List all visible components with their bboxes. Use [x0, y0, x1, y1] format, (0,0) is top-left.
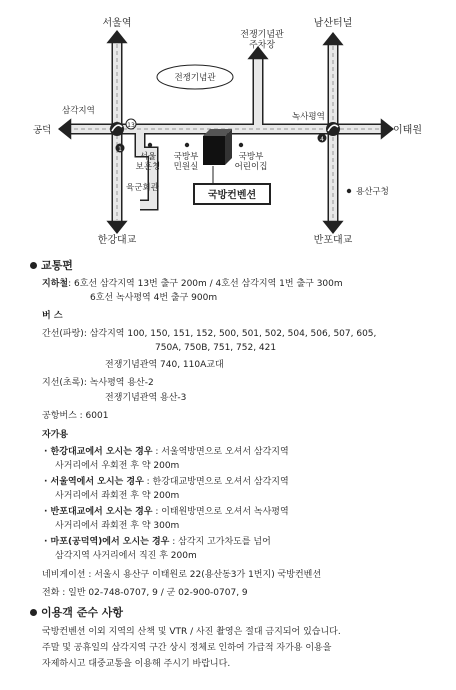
branch-row-1: 지선(초록): 녹사평역 용산-2	[42, 378, 154, 388]
namsan-tunnel-label: 남산터널	[313, 18, 353, 29]
itaewon-label: 이태원	[393, 125, 422, 136]
route-2-line-1: · 서울역에서 오시는 경우 : 한강대교방면으로 오셔서 삼각지역	[44, 477, 289, 487]
transport-heading: 교통편	[30, 260, 73, 272]
seoul-health-dot	[148, 143, 152, 147]
route-3-line-1: · 반포대교에서 오시는 경우 : 이태원방면으로 오셔서 녹사평역	[44, 507, 289, 517]
interchange-icon	[326, 122, 340, 136]
svg-text:1: 1	[118, 146, 122, 153]
subway-row-2: 6호선 녹사평역 4번 출구 900m	[90, 293, 218, 303]
route-4-line-1: · 마포(공덕역)에서 오시는 경우 : 삼각지 고가차도를 넘어	[44, 537, 271, 547]
svg-text:13: 13	[127, 122, 135, 129]
notice-line-3: 자제하시고 대중교통을 이용해 주시기 바랍니다.	[42, 659, 231, 669]
navigation-address: 네비게이션 : 서울시 용산구 이태원로 22(용산동3가 1번지) 국방컨벤션	[42, 570, 322, 580]
yongsan-office-label: 용산구청	[356, 187, 389, 197]
mnd-daycare-label: 국방부 어린이집	[234, 152, 268, 172]
banpo-bridge-label: 반포대교	[313, 235, 353, 246]
route-3-line-2: 사거리에서 좌회전 후 약 300m	[55, 521, 180, 531]
mnd-daycare-dot	[239, 143, 243, 147]
bus-label: 버 스	[42, 311, 63, 321]
trunk-row-3: 전쟁기념관역 740, 110A교대	[105, 360, 224, 370]
interchange-icon	[110, 122, 124, 136]
phone-numbers: 전화 : 일반 02-748-0707, 9 / 군 02-900-0707, 9	[42, 588, 248, 598]
bullet-icon	[30, 609, 37, 616]
car-label: 자가용	[42, 430, 69, 440]
mnd-civil-label: 국방부 민원실	[173, 152, 199, 172]
route-1-line-1: · 한강대교에서 오시는 경우 : 서울역방면으로 오셔서 삼각지역	[44, 447, 289, 457]
svg-text:4: 4	[320, 136, 324, 143]
subway-row-1: 지하철: 6호선 삼각지역 13번 출구 200m / 4호선 삼각지역 1번 출구 300m	[42, 279, 343, 289]
notice-line-1: 국방컨벤션 이외 지역의 산책 및 VTR / 사진 촬영은 절대 금지되어 있습니다.	[42, 627, 341, 637]
route-1-line-2: 사거리에서 우회전 후 약 200m	[55, 461, 180, 471]
noksapyeong-label: 녹사평역	[292, 112, 325, 122]
location-map	[0, 0, 456, 250]
yongsan-office-dot	[347, 189, 351, 193]
convention-building-icon	[203, 129, 232, 165]
mnd-civil-dot	[185, 143, 189, 147]
route-2-line-2: 사거리에서 좌회전 후 약 200m	[55, 491, 180, 501]
memorial-parking-label: 전쟁기념관 주차장	[240, 30, 284, 51]
seoul-health-label: 서울 보훈청	[135, 152, 161, 172]
exit-13-badge	[126, 119, 136, 129]
gongdeok-label: 공덕	[33, 125, 52, 136]
exit-4-badge	[318, 134, 327, 144]
notice-heading: 이용객 준수 사항	[30, 607, 123, 619]
trunk-row-2: 750A, 750B, 751, 752, 421	[155, 343, 277, 353]
war-memorial-label: 전쟁기념관	[174, 73, 216, 83]
route-4-line-2: 삼각지역 사거리에서 직진 후 200m	[55, 551, 197, 561]
samgakji-label: 삼각지역	[62, 106, 95, 116]
army-hall-label: 육군회관	[126, 183, 159, 193]
branch-row-2: 전쟁기념관역 용산-3	[105, 393, 187, 403]
airport-bus: 공항버스 : 6001	[42, 411, 109, 421]
notice-line-2: 주말 및 공휴일의 삼각지역 구간 상시 정체로 인하여 가급적 자가용 이용을	[42, 643, 332, 653]
trunk-row-1: 간선(파랑): 삼각지역 100, 150, 151, 152, 500, 501, 502, 504, 506, 507, 605,	[42, 329, 377, 339]
bullet-icon	[30, 262, 37, 269]
hangang-bridge-label: 한강대교	[97, 235, 137, 246]
convention-label: 국방컨벤션	[207, 190, 257, 201]
seoul-station-label: 서울역	[102, 18, 132, 29]
